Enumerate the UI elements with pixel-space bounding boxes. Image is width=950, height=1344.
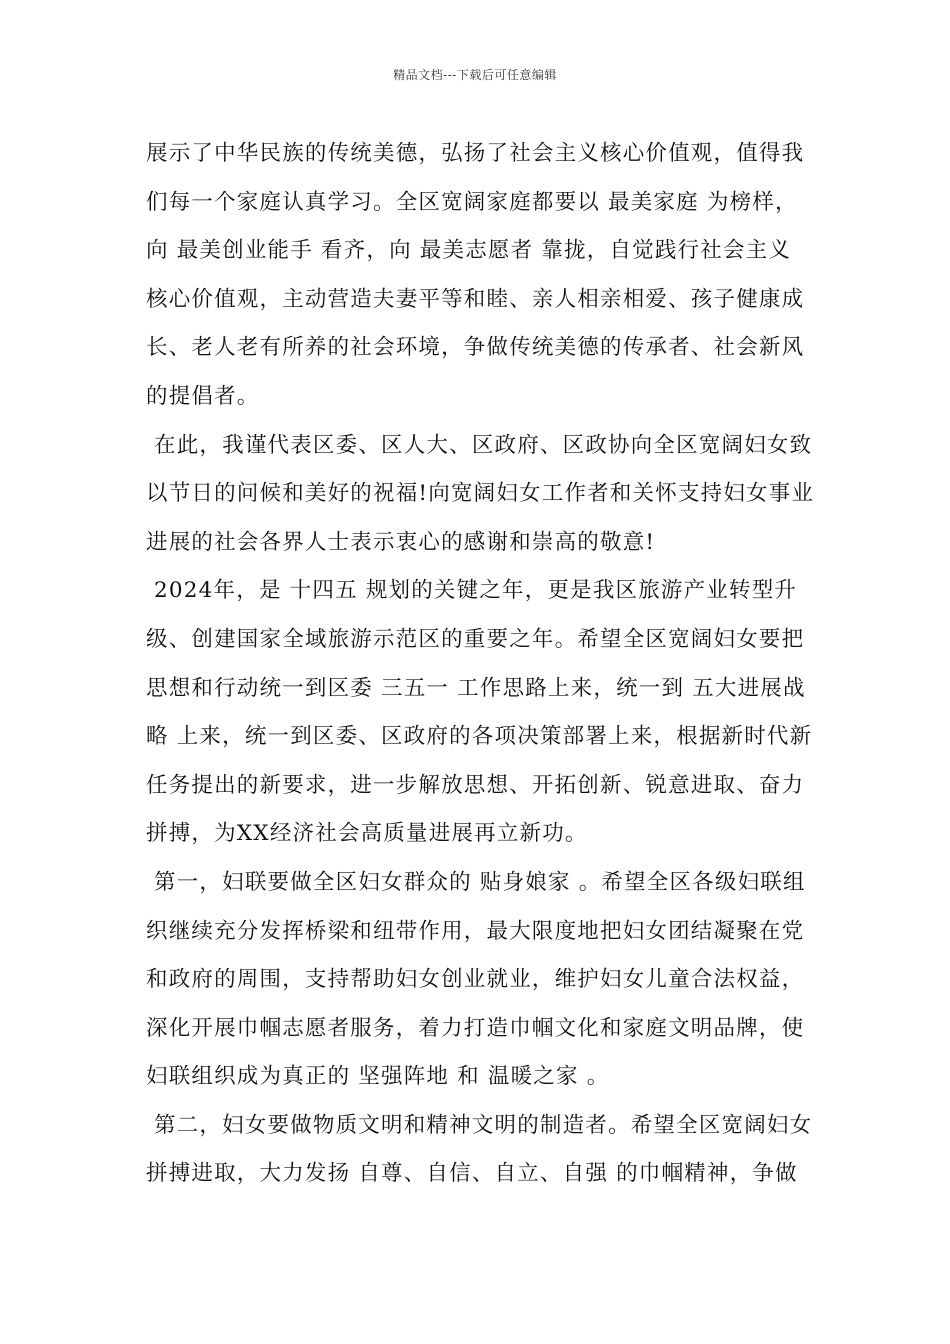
text-line: 展示了中华民族的传统美德，弘扬了社会主义核心价值观，值得我	[146, 141, 805, 166]
text-line: 拼搏，为XX经济社会高质量进展再立新功。	[146, 821, 588, 847]
text-line: 和政府的周围，支持帮助妇女创业就业，维护妇女儿童合法权益，	[146, 967, 805, 993]
text-line: 在此，我谨代表区委、区人大、区政府、区政协向全区宽阔妇女致	[146, 432, 813, 458]
text-line: 第一，妇联要做全区妇女群众的 贴身娘家 。希望全区各级妇联组	[146, 869, 806, 895]
text-line: 的提倡者。	[146, 383, 260, 409]
text-line: 们每一个家庭认真学习。全区宽阔家庭都要以 最美家庭 为榜样，	[146, 189, 798, 215]
page-header: 精品文档---下载后可任意编辑	[393, 68, 557, 82]
text-line: 深化开展巾帼志愿者服务，着力打造巾帼文化和家庭文明品牌，使	[146, 1015, 805, 1041]
text-line: 核心价值观，主动营造夫妻平等和睦、亲人相亲相爱、孩子健康成	[146, 286, 805, 312]
text-line: 2024年，是 十四五 规划的关键之年，更是我区旅游产业转型升	[146, 578, 798, 604]
text-line: 织继续充分发挥桥梁和纽带作用，最大限度地把妇女团结凝聚在党	[146, 918, 805, 944]
text-line: 拼搏进取，大力发扬 自尊、自信、自立、自强 的巾帼精神，争做	[146, 1161, 798, 1187]
document-body	[146, 130, 816, 1199]
text-line: 妇联组织成为真正的 坚强阵地 和 温暖之家 。	[146, 1064, 610, 1090]
text-line: 任务提出的新要求，进一步解放思想、开拓创新、锐意进取、奋力	[146, 772, 805, 798]
text-line: 略 上来，统一到区委、区政府的各项决策部署上来，根据新时代新	[146, 724, 813, 750]
text-line: 长、老人老有所养的社会环境，争做传统美德的传承者、社会新风	[146, 335, 805, 361]
text-line: 第二，妇女要做物质文明和精神文明的制造者。希望全区宽阔妇女	[146, 1112, 813, 1138]
text-line: 级、创建国家全域旅游示范区的重要之年。希望全区宽阔妇女要把	[146, 626, 805, 652]
text-line: 以节日的问候和美好的祝福!向宽阔妇女工作者和关怀支持妇女事业	[146, 481, 815, 507]
text-line: 向 最美创业能手 看齐，向 最美志愿者 靠拢，自觉践行社会主义	[146, 238, 792, 264]
text-line: 思想和行动统一到区委 三五一 工作思路上来，统一到 五大进展战	[146, 675, 806, 701]
text-line: 进展的社会各界人士表示衷心的感谢和崇高的敬意!	[146, 529, 656, 555]
